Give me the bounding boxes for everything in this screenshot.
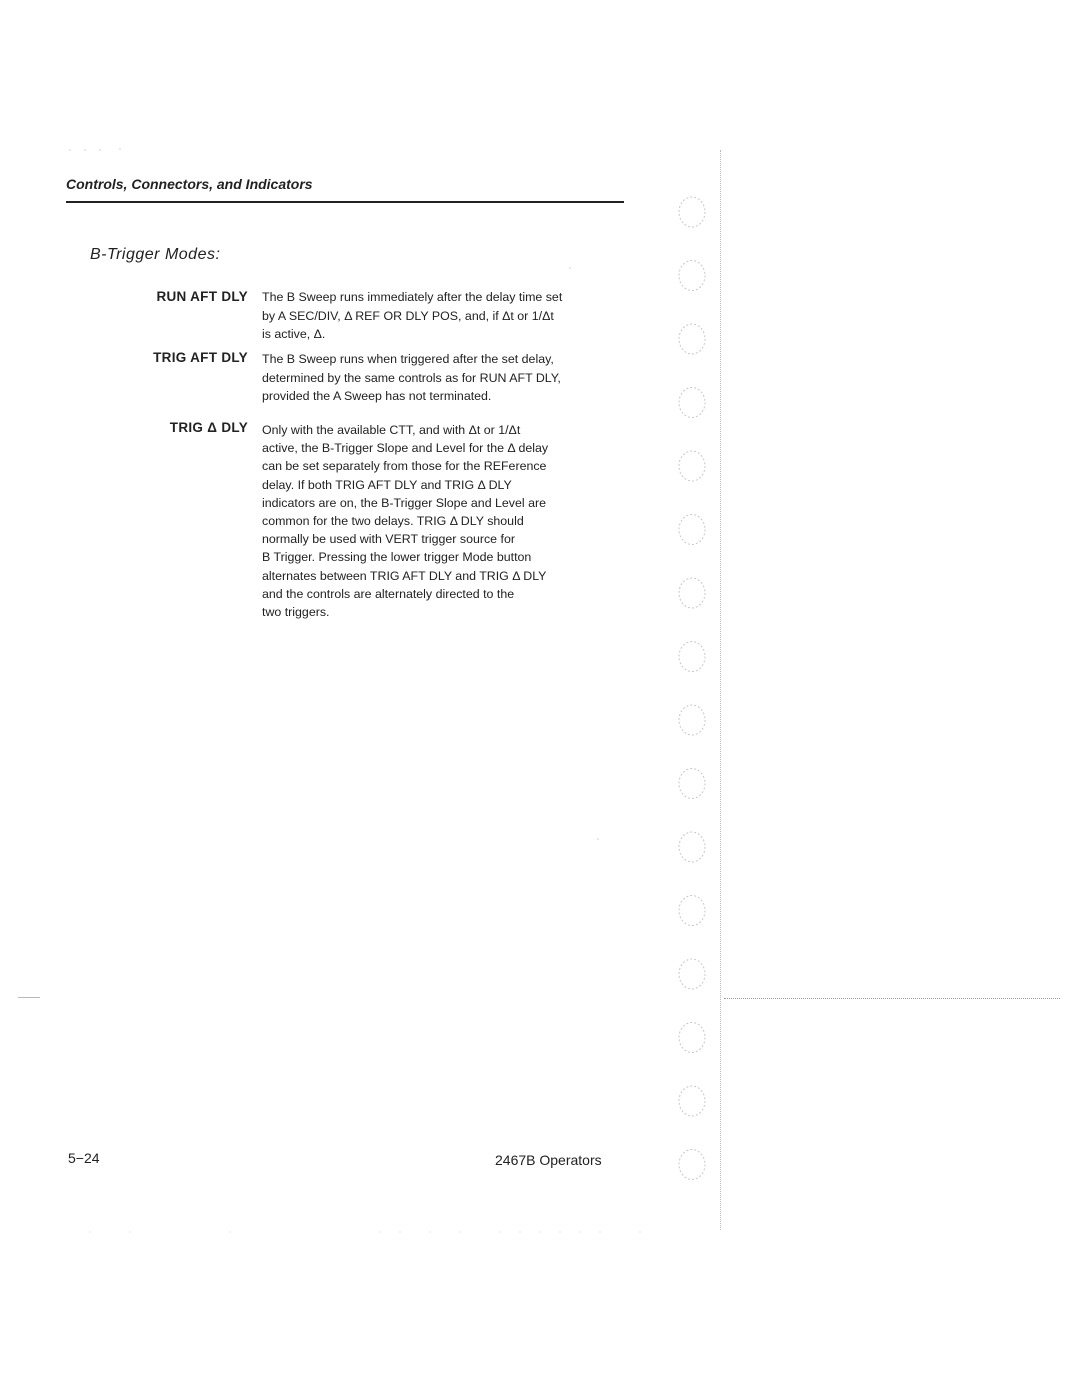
definition-line: alternates between TRIG AFT DLY and TRIG Δ DLY <box>262 568 547 583</box>
binder-hole <box>679 388 705 418</box>
binder-hole <box>679 896 705 926</box>
binder-hole <box>679 832 705 862</box>
running-header: Controls, Connectors, and Indicators <box>66 176 313 192</box>
definition-line: The B Sweep runs when triggered after the set delay, <box>262 352 554 366</box>
definition-run-aft-dly <box>262 288 622 344</box>
binder-hole <box>679 197 705 227</box>
definition-line: two triggers. <box>262 605 330 620</box>
binder-hole <box>679 642 705 672</box>
binder-hole <box>679 769 705 799</box>
header-rule <box>66 201 624 203</box>
binder-hole <box>679 1023 705 1053</box>
definition-line: is active, Δ. <box>262 327 326 341</box>
binder-hole <box>679 515 705 545</box>
definition-line: The B Sweep runs immediately after the delay time set <box>262 290 563 304</box>
section-title: B-Trigger Modes: <box>90 246 221 263</box>
manual-title: 2467B Operators <box>495 1152 602 1168</box>
binder-hole <box>679 959 705 989</box>
definition-line: determined by the same controls as for RUN AFT DLY, <box>262 370 561 385</box>
binder-hole <box>679 705 705 735</box>
definition-line: delay. If both TRIG AFT DLY and TRIG Δ DLY <box>262 477 512 492</box>
binder-hole <box>679 578 705 608</box>
term-trig-aft-dly: TRIG AFT DLY <box>153 350 248 365</box>
definition-line: normally be used with VERT trigger source for <box>262 532 515 547</box>
definition-line: by A SEC/DIV, Δ REF OR DLY POS, and, if Δt or 1/Δt <box>262 308 554 323</box>
definition-line: active, the B-Trigger Slope and Level for the Δ delay <box>262 441 549 456</box>
scan-edge-line <box>724 998 1060 999</box>
binder-hole <box>679 1150 705 1180</box>
definition-line: and the controls are alternately directed to the <box>262 586 515 601</box>
page-number: 5−24 <box>68 1150 100 1166</box>
scan-mark <box>18 997 40 998</box>
definition-line: indicators are on, the B-Trigger Slope and Level are <box>262 495 546 510</box>
page-edge-line <box>720 150 721 1230</box>
definition-line: can be set separately from those for the REFerence <box>262 459 547 474</box>
definition-line: Only with the available CTT, and with Δt or 1/Δt <box>262 423 521 437</box>
binder-holes <box>676 190 716 1190</box>
term-run-aft-dly: RUN AFT DLY <box>156 289 248 304</box>
term-trig-delta-dly: TRIG Δ DLY <box>169 420 248 435</box>
definition-line: provided the A Sweep has not terminated. <box>262 389 492 403</box>
definition-trig-delta-dly <box>262 421 622 621</box>
binder-hole <box>679 324 705 354</box>
binder-hole <box>679 1086 705 1116</box>
definition-line: B Trigger. Pressing the lower trigger Mode button <box>262 550 532 565</box>
definition-trig-aft-dly <box>262 350 622 406</box>
binder-hole <box>679 261 705 291</box>
binder-hole <box>679 451 705 481</box>
definition-line: common for the two delays. TRIG Δ DLY should <box>262 514 524 529</box>
